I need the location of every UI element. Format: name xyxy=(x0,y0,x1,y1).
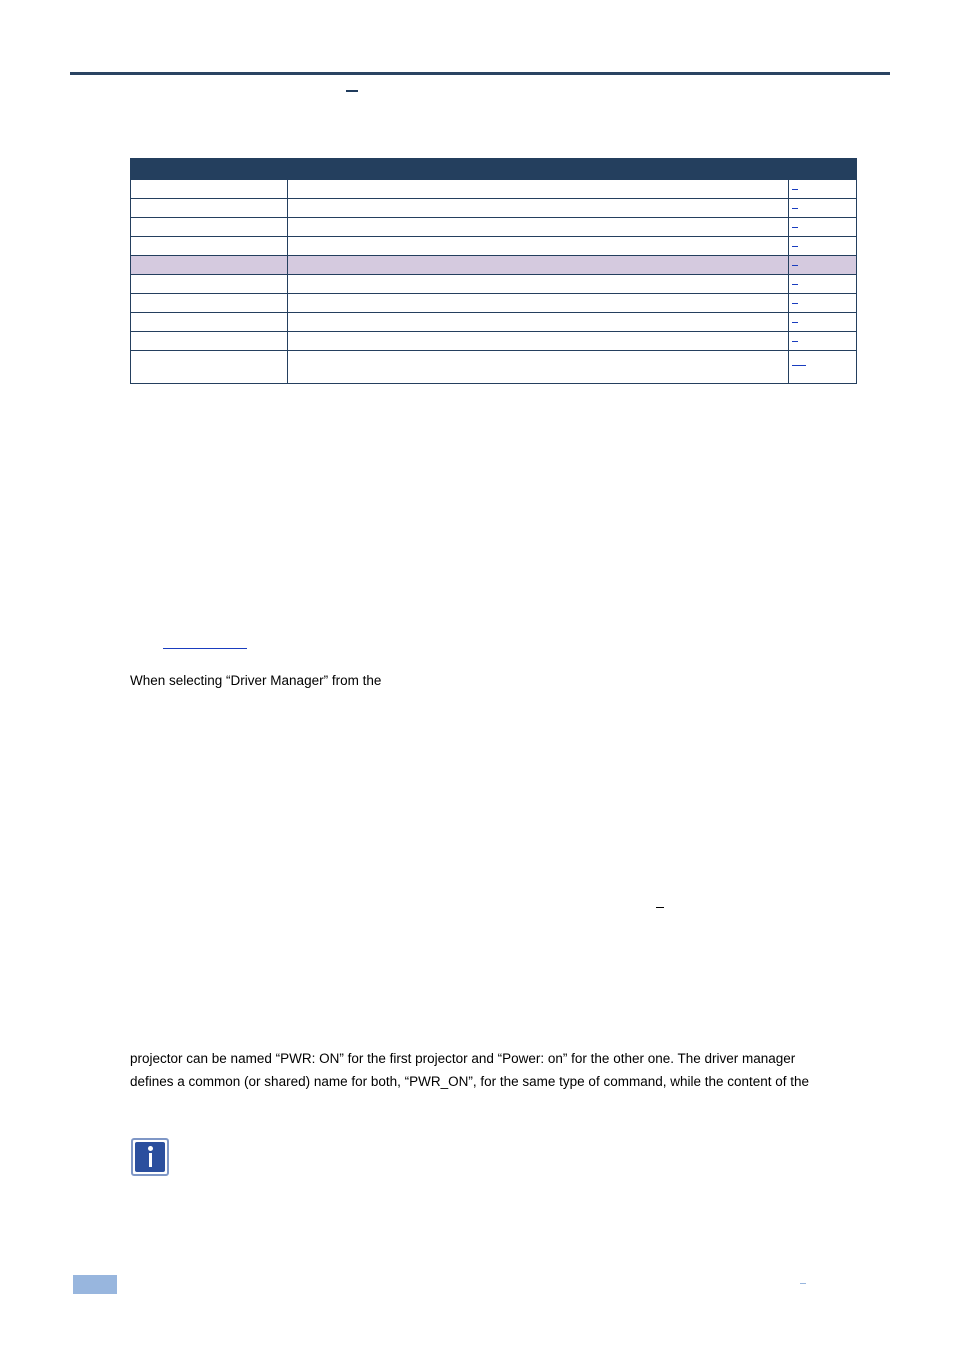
table-row xyxy=(131,218,857,237)
table-cell xyxy=(288,256,789,275)
info-icon-bar xyxy=(149,1153,152,1167)
body-paragraph: When selecting “Driver Manager” from the xyxy=(130,673,382,688)
page-link[interactable] xyxy=(792,264,798,266)
table-cell xyxy=(788,256,856,275)
table-cell xyxy=(288,332,789,351)
table-cell xyxy=(788,294,856,313)
header-rule xyxy=(70,72,890,75)
page-number-box xyxy=(73,1275,117,1294)
cross-reference-link[interactable] xyxy=(163,648,247,649)
table-cell xyxy=(788,199,856,218)
page-link[interactable] xyxy=(792,226,798,228)
page-link[interactable] xyxy=(792,245,798,247)
table-cell xyxy=(288,199,789,218)
table-cell xyxy=(788,351,856,384)
inline-dash xyxy=(656,907,664,908)
table-cell xyxy=(788,237,856,256)
page-link[interactable] xyxy=(792,364,806,366)
table-cell xyxy=(131,218,288,237)
body-paragraph: defines a common (or shared) name for both, “PWR_ON”, for the same type of command, while the content of the xyxy=(130,1074,810,1089)
page-link[interactable] xyxy=(792,340,798,342)
heading-dash xyxy=(346,90,358,92)
body-paragraph: projector can be named “PWR: ON” for the first projector and “Power: on” for the other one. The driver manager xyxy=(130,1051,796,1066)
table-cell xyxy=(131,199,288,218)
info-icon xyxy=(131,1138,169,1176)
table-cell xyxy=(288,180,789,199)
table-cell xyxy=(288,218,789,237)
table-header-cell xyxy=(788,159,856,180)
table-cell xyxy=(288,313,789,332)
table-header-cell xyxy=(288,159,789,180)
table-cell xyxy=(131,275,288,294)
table-cell xyxy=(788,313,856,332)
page-link[interactable] xyxy=(792,207,798,209)
table-cell xyxy=(288,237,789,256)
table-cell xyxy=(288,294,789,313)
page-link[interactable] xyxy=(792,188,798,190)
table-cell xyxy=(131,332,288,351)
footer-link-mark[interactable] xyxy=(800,1283,806,1284)
page-link[interactable] xyxy=(792,302,798,304)
page-link[interactable] xyxy=(792,321,798,323)
page-link[interactable] xyxy=(792,283,798,285)
table-header-cell xyxy=(131,159,288,180)
table-row xyxy=(131,294,857,313)
table-cell xyxy=(131,180,288,199)
command-table xyxy=(130,158,857,384)
table-cell xyxy=(131,237,288,256)
table-row xyxy=(131,199,857,218)
table-header-row xyxy=(131,159,857,180)
table-cell xyxy=(131,313,288,332)
info-icon-body xyxy=(135,1142,165,1172)
table-cell xyxy=(131,294,288,313)
table-cell xyxy=(131,256,288,275)
table-cell xyxy=(288,351,789,384)
table-cell xyxy=(788,218,856,237)
info-icon-dot xyxy=(148,1146,153,1151)
table-row xyxy=(131,275,857,294)
table-cell xyxy=(788,180,856,199)
table-row-highlighted xyxy=(131,256,857,275)
table-cell xyxy=(788,275,856,294)
table-cell xyxy=(788,332,856,351)
table-row xyxy=(131,237,857,256)
table-row xyxy=(131,332,857,351)
table-row xyxy=(131,351,857,384)
table-cell xyxy=(131,351,288,384)
table-row xyxy=(131,313,857,332)
table-row xyxy=(131,180,857,199)
table-cell xyxy=(288,275,789,294)
